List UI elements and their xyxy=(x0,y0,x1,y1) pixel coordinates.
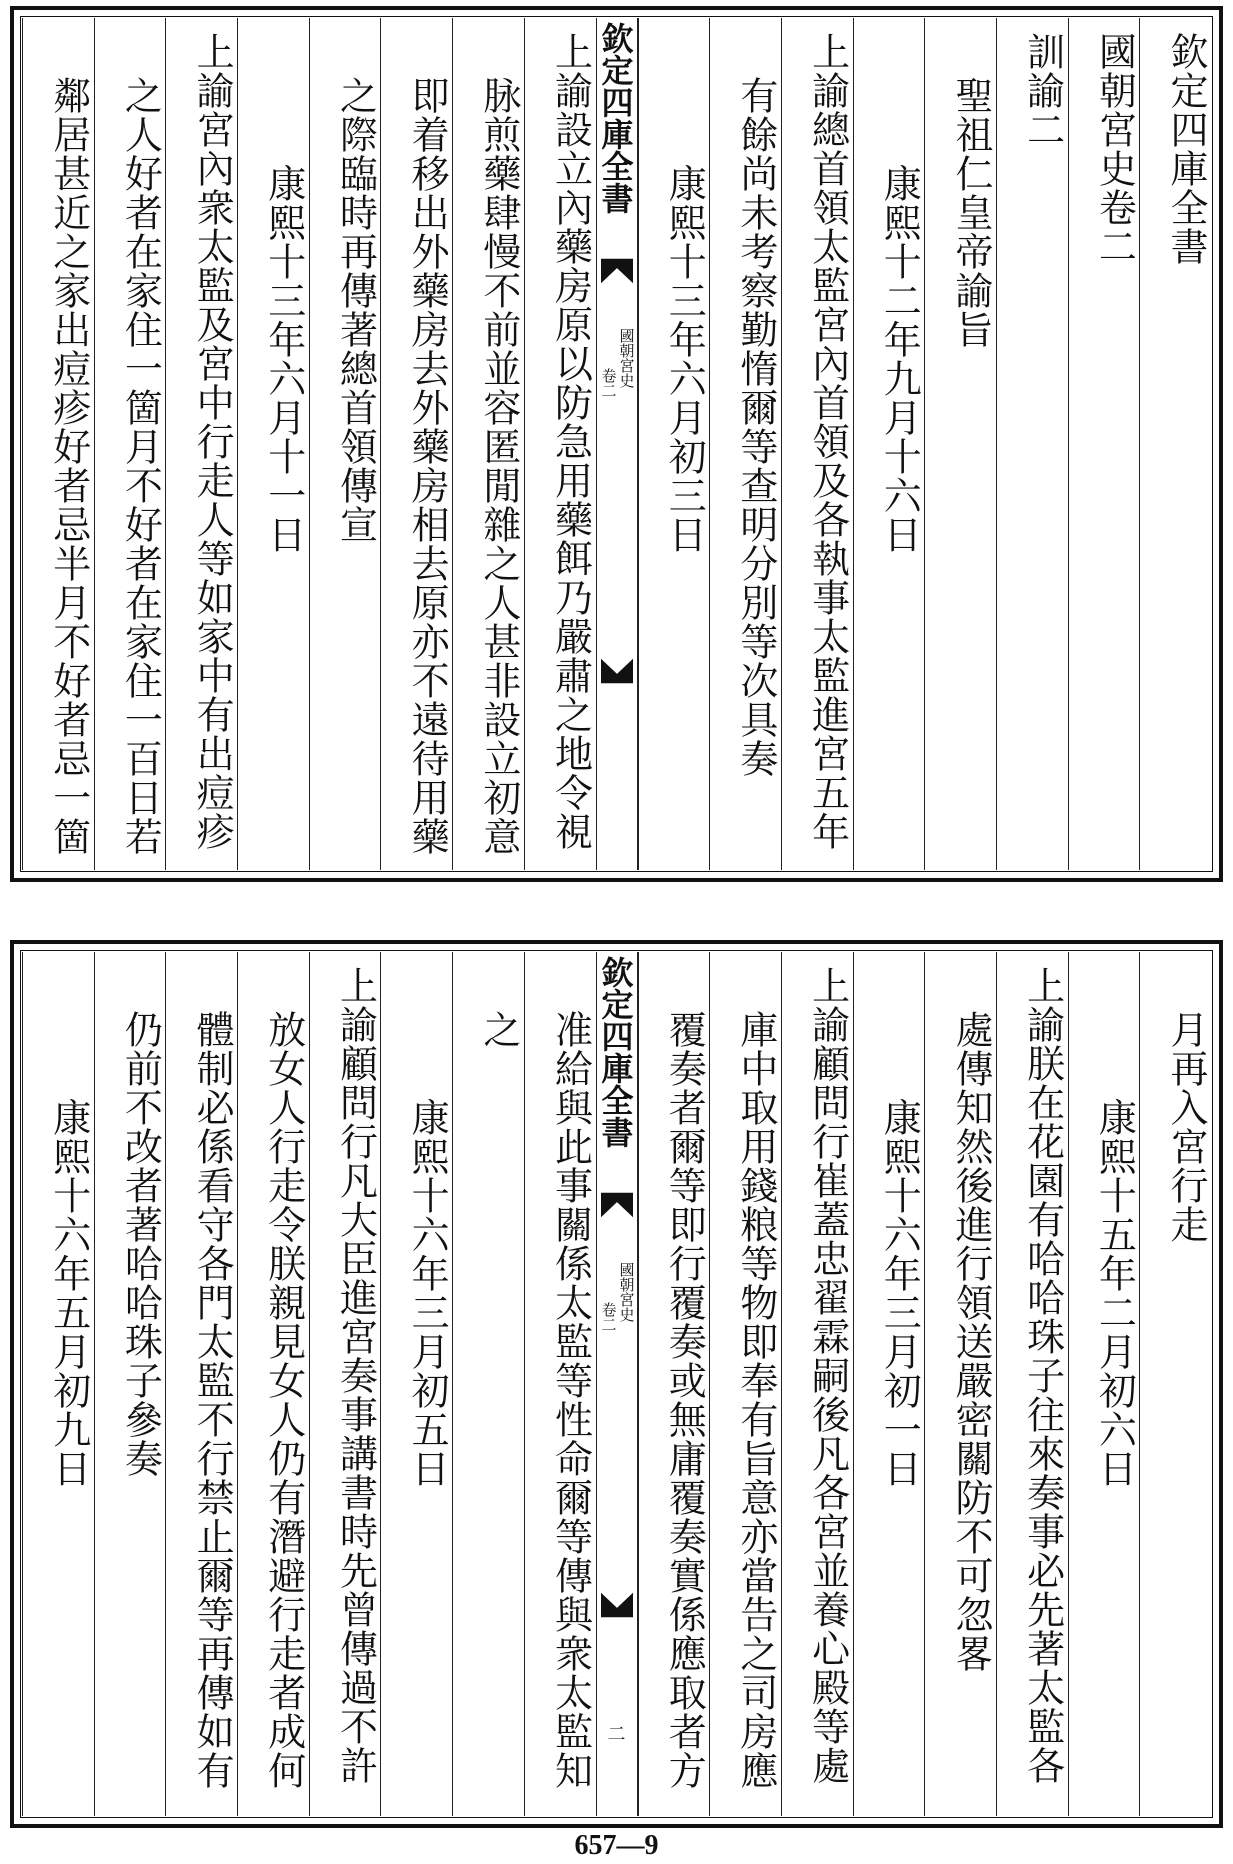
center-gutter xyxy=(596,952,638,1816)
text-column xyxy=(1139,18,1211,870)
column-text: 欽定四庫全書 xyxy=(1164,32,1208,266)
gutter-volume: 卷二 xyxy=(599,368,618,398)
column-text: 即着移出外藥房去外藥房相去原亦不遠待用藥 xyxy=(405,76,450,856)
column-text: 康熙十五年二月初六日 xyxy=(1092,1098,1137,1488)
text-column xyxy=(309,18,381,870)
column-text: 康熙十六年三月初五日 xyxy=(405,1098,450,1488)
column-text: 覆奏者爾等即行覆奏或無庸覆奏實係應取者方 xyxy=(662,1010,707,1790)
page-number: 657—9 xyxy=(574,1830,659,1861)
text-column xyxy=(924,18,996,870)
text-column xyxy=(853,952,925,1816)
text-column xyxy=(309,952,381,1816)
column-text: 康熙十三年六月初三日 xyxy=(662,164,707,554)
gutter-header: 欽定四庫全書 xyxy=(596,22,635,214)
fishtail-ornament-icon xyxy=(601,258,633,284)
text-column xyxy=(94,952,166,1816)
column-text: 之人好者在家住一箇月不好者在家住一百日若 xyxy=(118,76,163,856)
column-text: 鄰居甚近之家出痘疹好者忌半月不好者忌一箇 xyxy=(46,76,91,856)
column-text: 康熙十三年六月十一日 xyxy=(261,164,306,554)
center-gutter xyxy=(596,18,638,870)
text-column xyxy=(709,18,781,870)
column-text: 體制必係看守各門太監不行禁止爾等再傳如有 xyxy=(190,1010,235,1790)
column-text: 庫中取用錢粮等物即奉有旨意亦當告之司房應 xyxy=(733,1010,778,1790)
fishtail-bottom-ornament-icon xyxy=(601,658,633,684)
text-column xyxy=(380,18,452,870)
text-column xyxy=(781,952,853,1816)
column-text: 康熙十六年三月初一日 xyxy=(877,1098,922,1488)
text-column xyxy=(524,952,596,1816)
text-column xyxy=(22,952,94,1816)
column-text: 處傳知然後進行領送嚴密關防不可忽畧 xyxy=(948,1010,993,1673)
text-column xyxy=(380,952,452,1816)
text-column xyxy=(94,18,166,870)
text-column xyxy=(638,18,710,870)
text-column xyxy=(924,952,996,1816)
page-panel-top xyxy=(10,6,1223,882)
text-column xyxy=(22,18,94,870)
column-text: 康熙十二年九月十六日 xyxy=(877,164,922,554)
column-text: 上諭朕在花園有哈哈珠子往來奏事必先著太監各 xyxy=(1020,966,1065,1785)
text-column xyxy=(452,952,524,1816)
column-text: 上諭顧問行崔蓋忠翟霖嗣後凡各宮並養心殿等處 xyxy=(805,966,850,1785)
text-column xyxy=(237,18,309,870)
text-columns-bottom xyxy=(22,952,1211,1816)
fishtail-ornament-icon xyxy=(601,1192,633,1218)
gutter-volume: 卷二 xyxy=(599,1302,618,1332)
text-column xyxy=(165,952,237,1816)
column-text: 康熙十六年五月初九日 xyxy=(46,1098,91,1488)
column-text: 脉煎藥肆慢不前並容匿閒雜之人甚非設立初意 xyxy=(476,76,521,856)
column-text: 之 xyxy=(476,1010,521,1049)
column-text: 仍前不改者著哈哈珠子參奏 xyxy=(118,1010,163,1478)
column-text: 國朝宮史卷二 xyxy=(1092,32,1137,266)
gutter-header: 欽定四庫全書 xyxy=(596,956,635,1148)
text-column xyxy=(709,952,781,1816)
text-column xyxy=(452,18,524,870)
column-text: 上諭設立內藥房原以防急用藥餌乃嚴肅之地令視 xyxy=(548,32,593,851)
column-text: 訓諭二 xyxy=(1020,32,1065,149)
column-text: 月再入宮行走 xyxy=(1164,1010,1208,1244)
column-text: 准給與此事關係太監等性命爾等傳與衆太監知 xyxy=(548,1010,593,1790)
text-column xyxy=(524,18,596,870)
fishtail-bottom-ornament-icon xyxy=(601,1592,633,1618)
column-text: 有餘尚未考察勤惰爾等查明分別等次具奏 xyxy=(733,76,778,778)
gutter-book-title: 國朝宮史 xyxy=(617,328,636,388)
column-text: 之際臨時再傳著總首領傳宣 xyxy=(333,76,378,544)
gutter-book-title: 國朝宮史 xyxy=(617,1262,636,1322)
page-panel-bottom xyxy=(10,940,1223,1828)
text-column xyxy=(638,952,710,1816)
text-column xyxy=(1139,952,1211,1816)
text-column xyxy=(781,18,853,870)
text-column xyxy=(996,952,1068,1816)
text-column xyxy=(165,18,237,870)
text-column xyxy=(237,952,309,1816)
text-column xyxy=(996,18,1068,870)
gutter-page-number: 二 xyxy=(607,1724,626,1745)
column-text: 上諭總首領太監宮內首領及各執事太監進宮五年 xyxy=(805,32,850,851)
text-column xyxy=(1068,952,1140,1816)
column-text: 上諭顧問行凡大臣進宮奏事講書時先曾傳過不許 xyxy=(333,966,378,1785)
text-column xyxy=(853,18,925,870)
text-columns-top xyxy=(22,18,1211,870)
column-text: 上諭宮內衆太監及宮中行走人等如家中有出痘疹 xyxy=(190,32,235,851)
column-text: 聖祖仁皇帝諭旨 xyxy=(948,76,993,349)
column-text: 放女人行走令朕親見女人仍有潛避行走者成何 xyxy=(261,1010,306,1790)
text-column xyxy=(1068,18,1140,870)
